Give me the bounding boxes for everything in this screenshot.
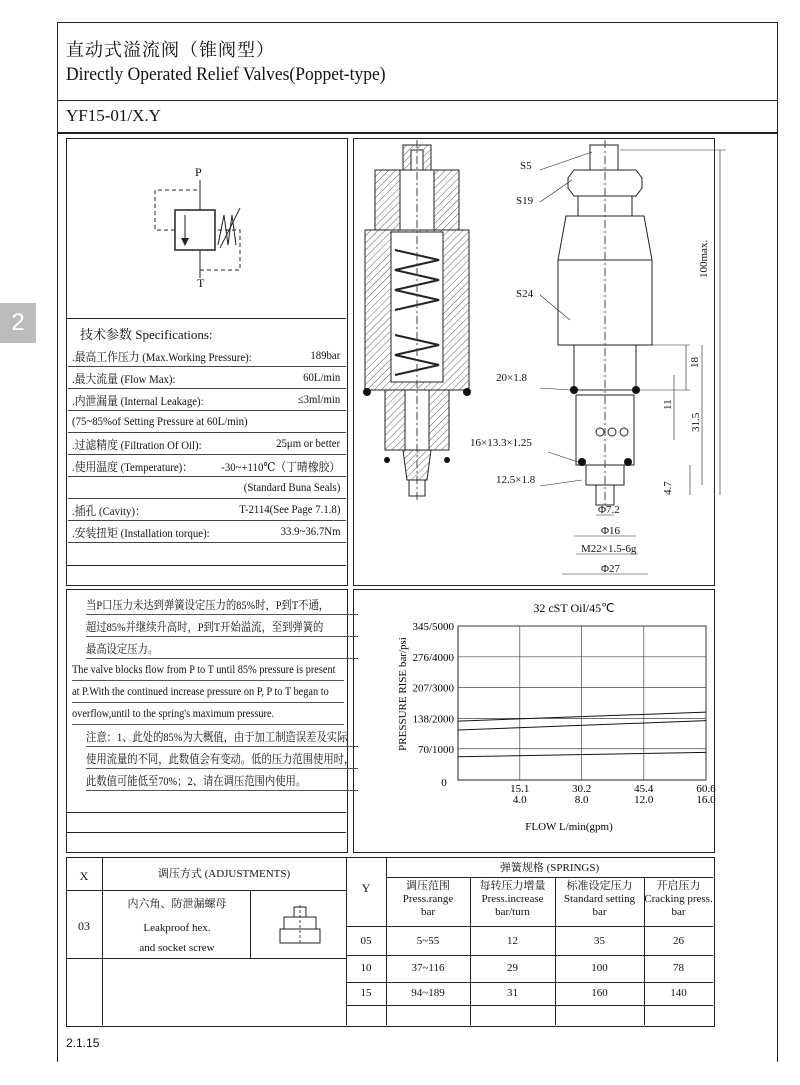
spring-row-range: 94~189 xyxy=(411,987,445,999)
spring-row-range: 5~55 xyxy=(416,935,440,947)
desc-text: 使用流量的不同，此数值会有变动。低的压力范围使用时， xyxy=(86,752,355,766)
chart-x-tick: 45.4 xyxy=(634,783,654,795)
dim-s19: S19 xyxy=(516,195,534,207)
desc-blank-row xyxy=(66,832,346,833)
spring-row-code: 05 xyxy=(360,935,372,947)
chart-origin: 0 xyxy=(441,777,447,789)
spec-row xyxy=(68,477,346,499)
chart-y-tick: 138/2000 xyxy=(412,713,454,726)
spec-value: T-2114(See Page 7.1.8) xyxy=(238,502,340,516)
desc-line xyxy=(86,769,358,791)
spec-row xyxy=(68,455,346,477)
desc-line xyxy=(86,593,358,615)
col-header-unit: bar xyxy=(671,906,686,918)
spring-row-increase: 29 xyxy=(507,962,518,974)
dim-thread: 16×13.3×1.25 xyxy=(470,437,532,449)
col-header-en: Press.increase xyxy=(481,893,544,905)
spec-row xyxy=(68,521,346,543)
dim-s24: S24 xyxy=(516,288,534,300)
chart-x-tick-gpm: 8.0 xyxy=(574,794,589,806)
col-header-cn: 调压范围 xyxy=(406,880,450,892)
desc-line xyxy=(72,703,344,725)
table-divider xyxy=(66,890,346,891)
dim-oring-1: 20×1.8 xyxy=(496,372,527,384)
col-header-unit: bar xyxy=(420,906,436,918)
desc-line xyxy=(86,725,358,747)
dim-4-7: 4.7 xyxy=(662,481,674,495)
port-t-label: T xyxy=(197,276,205,290)
desc-text: The valve blocks flow from P to T until 85% pressure is present xyxy=(72,662,336,676)
desc-text: 当P口压力未达到弹簧设定压力的85%时，P到T不通， xyxy=(86,598,330,612)
col-header-range xyxy=(386,880,470,919)
desc-text: at P.With the continued increase pressure on P, P to T began to xyxy=(72,684,329,698)
desc-blank-row xyxy=(66,812,346,813)
spec-label: .最大流量 (Flow Max): xyxy=(72,372,176,386)
chart-x-tick-gpm: 12.0 xyxy=(634,794,654,806)
spec-label: .过滤精度 (Filtration Of Oil): xyxy=(72,438,202,452)
desc-text: 注意：1、此处的85%为大概值，由于加工制造误差及实际 xyxy=(86,730,348,744)
spring-row-increase: 12 xyxy=(507,935,518,947)
dim-max-length: 100max. xyxy=(698,239,710,278)
springs-header: 弹簧规格 (SPRINGS) xyxy=(499,862,600,874)
chart-ylabel: PRESSURE RISE bar/psi xyxy=(397,637,409,751)
page-left-border xyxy=(57,22,58,1062)
chart-x-tick: 30.2 xyxy=(571,783,592,795)
pressure-rise-chart xyxy=(354,590,716,850)
adjustment-desc-en-1: Leakproof hex. xyxy=(143,922,211,934)
chart-xlabel: FLOW L/min(gpm) xyxy=(525,821,613,833)
dim-s5: S5 xyxy=(520,160,532,172)
chart-y-tick: 276/4000 xyxy=(412,651,454,664)
adjustment-desc-en-2: and socket screw xyxy=(139,942,215,954)
spring-row-standard: 35 xyxy=(594,935,605,947)
dim-phi27: Φ27 xyxy=(601,563,621,575)
table-divider xyxy=(346,1005,713,1006)
chart-x-tick-gpm: 16.0 xyxy=(696,794,716,806)
spec-row xyxy=(68,345,346,367)
table-divider xyxy=(66,958,346,959)
table-divider xyxy=(346,982,713,983)
table-divider xyxy=(346,955,713,956)
spring-row-code: 15 xyxy=(360,987,372,999)
page-right-border xyxy=(777,22,778,1062)
spec-heading-divider xyxy=(66,318,346,319)
chart-series-line xyxy=(458,721,706,730)
spec-value: 60L/min xyxy=(302,370,340,384)
page-top-border xyxy=(57,22,778,23)
cross-section-drawing xyxy=(355,140,485,500)
chart-x-tick: 60.6 xyxy=(696,783,716,795)
chart-y-tick: 345/5000 xyxy=(412,621,454,633)
spec-value: -30~+110℃（丁晴橡胶） xyxy=(220,460,340,474)
model-number: YF15-01/X.Y xyxy=(66,106,161,125)
col-header-en: Cracking press. xyxy=(644,893,713,905)
desc-text: 最高设定压力。 xyxy=(86,642,159,656)
col-header-cn: 每转压力增量 xyxy=(479,880,546,892)
spring-row-increase: 31 xyxy=(507,987,518,999)
chart-x-tick: 15.1 xyxy=(510,783,530,795)
table-divider xyxy=(102,857,103,1025)
dim-phi7: Φ7.2 xyxy=(598,504,620,516)
col-header-cn: 开启压力 xyxy=(656,880,701,892)
title-english: Directly Operated Relief Valves(Poppet-type) xyxy=(66,64,386,85)
dim-oring-2: 12.5×1.8 xyxy=(496,474,536,486)
desc-line xyxy=(72,681,344,703)
dim-phi16: Φ16 xyxy=(601,525,621,537)
spec-row xyxy=(68,499,346,521)
spec-value: (Standard Buna Seals) xyxy=(243,480,340,494)
table-divider xyxy=(250,890,251,958)
spec-value: 33.9~36.7Nm xyxy=(280,524,340,538)
chart-series-line xyxy=(458,712,706,721)
chart-x-tick-gpm: 4.0 xyxy=(512,794,527,806)
spring-row-range: 37~116 xyxy=(411,962,445,974)
desc-text: overflow,until to the spring's maximum pressure. xyxy=(72,706,275,720)
spec-row xyxy=(68,411,346,433)
chart-plot-area xyxy=(458,626,706,780)
model-divider xyxy=(57,132,778,134)
chart-y-tick: 70/1000 xyxy=(417,743,454,756)
spec-heading: 技术参数 Specifications: xyxy=(80,327,213,342)
desc-line xyxy=(72,659,344,681)
spec-value: ≤3ml/min xyxy=(297,392,340,406)
spec-label: .安装扭矩 (Installation torque): xyxy=(72,526,210,540)
dim-18: 18 xyxy=(689,357,701,368)
spec-label: (75~85%of Setting Pressure at 60L/min) xyxy=(72,414,248,428)
adjustment-desc-cn: 内六角、防泄漏螺母 xyxy=(127,898,227,910)
spec-label: .内泄漏量 (Internal Leakage): xyxy=(72,394,204,408)
col-header-en: Press.range xyxy=(402,893,454,905)
table-divider xyxy=(386,877,713,878)
spring-row-code: 10 xyxy=(360,962,372,974)
chart-title: 32 cST Oil/45℃ xyxy=(533,601,615,615)
spring-row-cracking: 140 xyxy=(670,987,687,999)
col-header-cn: 标准设定压力 xyxy=(566,880,633,892)
dim-31-5: 31.5 xyxy=(690,412,702,432)
y-header: Y xyxy=(361,881,371,895)
desc-text: 超过85%并继续升高时，P到T开始溢流，至到弹簧的 xyxy=(86,620,324,634)
adjustments-header: 调压方式 (ADJUSTMENTS) xyxy=(157,868,291,880)
spec-label: .使用温度 (Temperature)： xyxy=(72,460,194,474)
adjustment-code: 03 xyxy=(78,919,90,933)
spec-row xyxy=(68,367,346,389)
port-p-label: P xyxy=(195,165,202,179)
spec-label: .插孔 (Cavity)： xyxy=(72,504,146,518)
spec-blank-row xyxy=(66,565,346,566)
dim-11: 11 xyxy=(662,399,674,410)
spec-row xyxy=(68,389,346,411)
dim-m22: M22×1.5-6g xyxy=(581,543,637,555)
header-divider xyxy=(57,100,778,101)
desc-line xyxy=(86,615,358,637)
desc-line xyxy=(86,747,358,769)
spring-row-standard: 100 xyxy=(591,962,608,974)
spec-value: 189bar xyxy=(310,348,340,362)
col-header-standard xyxy=(555,880,644,919)
hex-screw-icon xyxy=(278,905,322,947)
desc-text: 此数值可能低至70%；2、请在调压范围内使用。 xyxy=(86,774,307,788)
x-header: X xyxy=(79,869,89,883)
spring-row-cracking: 78 xyxy=(673,962,684,974)
col-header-unit: bar xyxy=(592,906,607,918)
spec-value: 25μm or better xyxy=(276,436,340,450)
desc-line xyxy=(86,637,358,659)
spec-label: .最高工作压力 (Max.Working Pressure): xyxy=(72,350,252,364)
col-header-increase xyxy=(470,880,555,919)
col-header-cracking xyxy=(644,880,713,919)
section-tab: 2 xyxy=(0,303,36,343)
title-chinese: 直动式溢流阀（锥阀型） xyxy=(66,40,275,60)
chart-y-tick: 207/3000 xyxy=(412,682,454,695)
chart-series-line xyxy=(458,752,706,756)
spring-row-standard: 160 xyxy=(591,987,608,999)
page-number: 2.1.15 xyxy=(66,1036,100,1050)
col-header-unit: bar/turn xyxy=(495,906,530,918)
table-divider xyxy=(346,926,713,927)
col-header-en: Standard setting xyxy=(563,893,636,905)
spec-row xyxy=(68,433,346,455)
spring-row-cracking: 26 xyxy=(673,935,684,947)
